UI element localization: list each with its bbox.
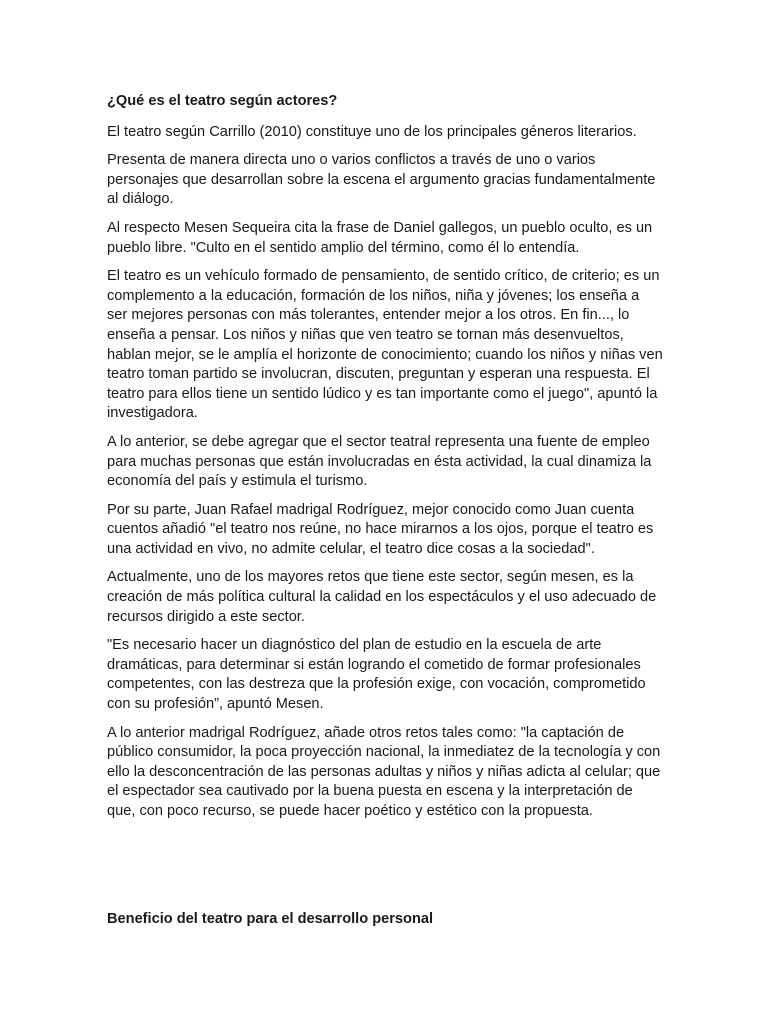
paragraph-5: A lo anterior, se debe agregar que el sector teatral representa una fuente de empleo para muchas personas que están involucradas en ésta actividad, la cual dinamiza la economía del país y estimula el turismo. — [107, 433, 652, 490]
paragraph-4: El teatro es un vehículo formado de pensamiento, de sentido crítico, de criterio; es un complemento a la educación, formación de los niños, niña y jóvenes; los enseña a ser mejores personas con más tolerantes, entender mejor a los otros. En fin..., lo enseña a pensar. Los niños y niñas que ven teatro se tornan más desenvueltos, hablan mejor, se le amplía el horizonte de conocimiento; cuando los niños y niñas ven teatro toman partido se involucran, discuten, preguntan y esperan una respuesta. El teatro para ellos tiene un sentido lúdico y es tan importante como el juego", apuntó la investigadora. — [107, 268, 663, 422]
paragraph-9: A lo anterior madrigal Rodríguez, añade otros retos tales como: "la captación de público consumidor, la poca proyección nacional, la inmediatez de la tecnología y con ello la desconcentración de las personas adultas y niños y niñas adicta al celular; que el espectador sea cautivado por la buena puesta en escena y la interpretación de que, con poco recurso, se puede hacer poético y estético con la propuesta. — [107, 724, 661, 819]
section-heading-teatro-actores: ¿Qué es el teatro según actores? — [107, 93, 338, 109]
paragraph-8: "Es necesario hacer un diagnóstico del plan de estudio en la escuela de arte dramáticas, para determinar si están logrando el cometido de formar profesionales competentes, con las destreza que la profesión exige, con vocación, comprometido con su profesión”, apuntó Mesen. — [107, 637, 646, 713]
document-body — [107, 92, 663, 822]
section-heading-beneficio: Beneficio del teatro para el desarrollo personal — [107, 911, 434, 927]
paragraph-6: Por su parte, Juan Rafael madrigal Rodríguez, mejor conocido como Juan cuenta cuentos añadió "el teatro nos reúne, no hace mirarnos a los ojos, porque el teatro es una actividad en vivo, no admite celular, el teatro dice cosas a la sociedad". — [107, 501, 654, 557]
paragraph-3: Al respecto Mesen Sequeira cita la frase de Daniel gallegos, un pueblo oculto, es un pueblo libre. "Culto en el sentido amplio del término, como él lo entendía. — [107, 219, 653, 256]
paragraph-7: Actualmente, uno de los mayores retos que tiene este sector, según mesen, es la creación de más política cultural la calidad en los espectáculos y el uso adecuado de recursos dirigido a este sector. — [107, 569, 657, 625]
paragraph-1: El teatro según Carrillo (2010) constituye uno de los principales géneros literarios. — [107, 123, 637, 140]
paragraph-2: Presenta de manera directa uno o varios conflictos a través de uno o varios personajes que desarrollan sobre la escena el argumento gracias fundamentalmente al diálogo. — [107, 152, 656, 208]
